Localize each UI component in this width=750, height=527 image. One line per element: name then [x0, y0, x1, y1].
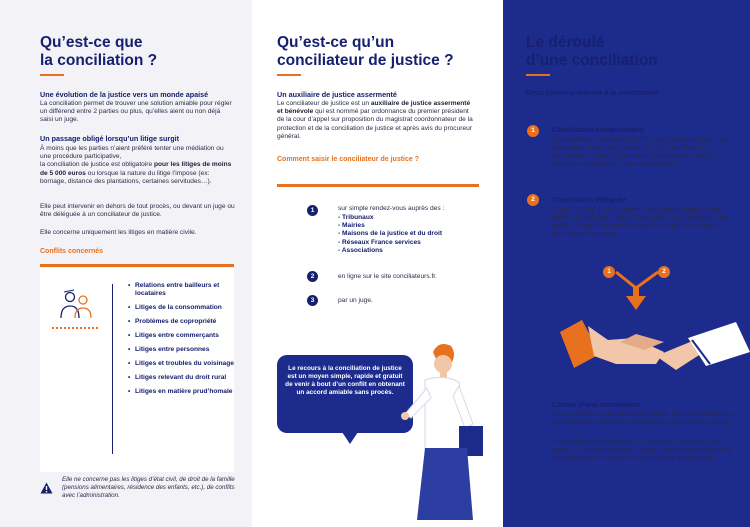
col2-title: Qu’est-ce qu’un conciliateur de justice ?	[277, 34, 454, 69]
conflict-item: • Litiges en matière prud’homale	[128, 388, 238, 396]
col2-p1: Le conciliateur de justice est un auxiliaire de justice assermenté et bénévole qui est nommé par ordonnance du premier président de la cour d’appel sur proposition du magistrat coordonnateur de la protection et de la conciliation de justice et après avis du procureur général.	[277, 100, 473, 140]
col2-title-underline	[277, 74, 301, 76]
step-3-text: par un juge.	[338, 297, 373, 304]
arrow-number-1: 1	[603, 266, 615, 278]
path-1-number: 1	[527, 125, 539, 137]
col1-title-underline	[40, 74, 64, 76]
conflicts-list	[128, 282, 238, 402]
speech-bubble-tail	[342, 432, 358, 444]
person-illustration-icon	[395, 340, 500, 520]
path-2-title: Conciliation déléguée	[552, 195, 627, 204]
issue-title: L’issue d’une conciliation	[552, 400, 640, 409]
speech-bubble: Le recours à la conciliation de justice est un moyen simple, rapide et gratuit de venir à bout d’un conflit en obtenant un accord amiable sans procès.	[277, 355, 413, 433]
warning-icon	[40, 482, 53, 494]
col2-sub1: Un auxiliaire de justice assermenté	[277, 90, 397, 99]
col1-p4: Elle concerne uniquement les litiges en matière civile.	[40, 229, 197, 236]
issue-p1: En cas d’échec et de saisine du tribunal, aucune information sur la tentative de conciliation ne peut être communiquée au juge.	[552, 411, 739, 427]
step-1-list: - Tribunaux - Mairies - Maisons de la justice et du droit - Réseaux France services - Associations	[338, 214, 443, 254]
conflicts-title: Conflits concernés	[40, 248, 104, 255]
path-2-number: 2	[527, 194, 539, 206]
step-1-intro: sur simple rendez-vous auprès des :	[338, 205, 445, 212]
people-icon	[58, 288, 94, 322]
col1-p3: Elle peut intervenir en dehors de tout procès, ou devant un juge ou être déléguée à un conciliateur de justice.	[40, 203, 235, 219]
step-3-number: 3	[307, 295, 318, 306]
step-1-number: 1	[307, 205, 318, 216]
conflicts-bar	[40, 264, 234, 267]
arrow-number-2: 2	[658, 266, 670, 278]
path-2-text: À tout moment de la procédure, le juge peut proposer aux parties de tenter de régler le litige grâce à un conciliateur de justice. Si aucun accord n’est trouvé, les parties reviennent alors devant le tribunal.	[552, 206, 728, 238]
people-dotline	[52, 327, 98, 329]
col1-sub2: Un passage obligé lorsqu’un litige surgit	[40, 134, 179, 143]
conflict-item: • Litiges et troubles du voisinage	[128, 360, 238, 368]
conflict-item: • Litiges de la consommation	[128, 304, 238, 312]
col3-title: Le déroulé d’une conciliation	[526, 34, 658, 69]
col3-sub: Deux chemins mènent à la conciliation	[526, 88, 659, 97]
path-1-title: Conciliation extrajudiciaire	[552, 125, 644, 134]
col1-note: Elle ne concerne pas les litiges d’état civil, de droit de la famille (pensions alimentaires, résidence des enfants, etc.), de conflits avec l’administration.	[62, 476, 235, 499]
conflict-item: • Litiges entre commerçants	[128, 332, 238, 340]
step-2-text: en ligne sur le site conciliateurs.fr.	[338, 273, 437, 280]
step-2-number: 2	[307, 271, 318, 282]
how-bar	[277, 184, 479, 187]
conflict-item: • Relations entre bailleurs et locataires	[128, 282, 238, 298]
how-title: Comment saisir le conciliateur de justice ?	[277, 156, 419, 163]
conflict-item: • Litiges relevant du droit rural	[128, 374, 238, 382]
conflict-item: • Litiges entre personnes	[128, 346, 238, 354]
issue-p2: Si un compromis est trouvé, le conciliateur de justice peut rédiger un constat d’accord. Le juge peut alors homologuer la conciliation afin de donner à l’accord force de jugement.	[552, 439, 732, 463]
col1-p1: La conciliation permet de trouver une solution amiable pour régler un différend entre 2 parties ou plus, qu’elles aient ou non déjà saisi un juge.	[40, 100, 232, 124]
conflict-item: • Problèmes de copropriété	[128, 318, 238, 326]
col1-title: Qu’est-ce que la conciliation ?	[40, 34, 158, 69]
path-1-text: Le conciliateur de justice peut être saisi directement par l’une des parties ou par les deux parties. En cas d’échec, le conciliateur informe les parties qu’elles peuvent saisir la juridiction compétente si elles le souhaitent.	[552, 136, 731, 168]
col1-sub1: Une évolution de la justice vers un monde apaisé	[40, 90, 209, 99]
col1-p2: À moins que les parties n’aient préféré tenter une médiation ou une procédure participative, la conciliation de justice est obligatoire pour les litiges de moins de 5 000 euros ou lorsque la nature du litige l’impose (ex: bornage, distance des plantations, certaines servitudes…).	[40, 145, 232, 185]
merge-arrow-icon	[612, 268, 662, 312]
handshake-icon	[560, 312, 750, 382]
col3-title-underline	[526, 74, 550, 76]
conflicts-divider	[112, 284, 113, 454]
